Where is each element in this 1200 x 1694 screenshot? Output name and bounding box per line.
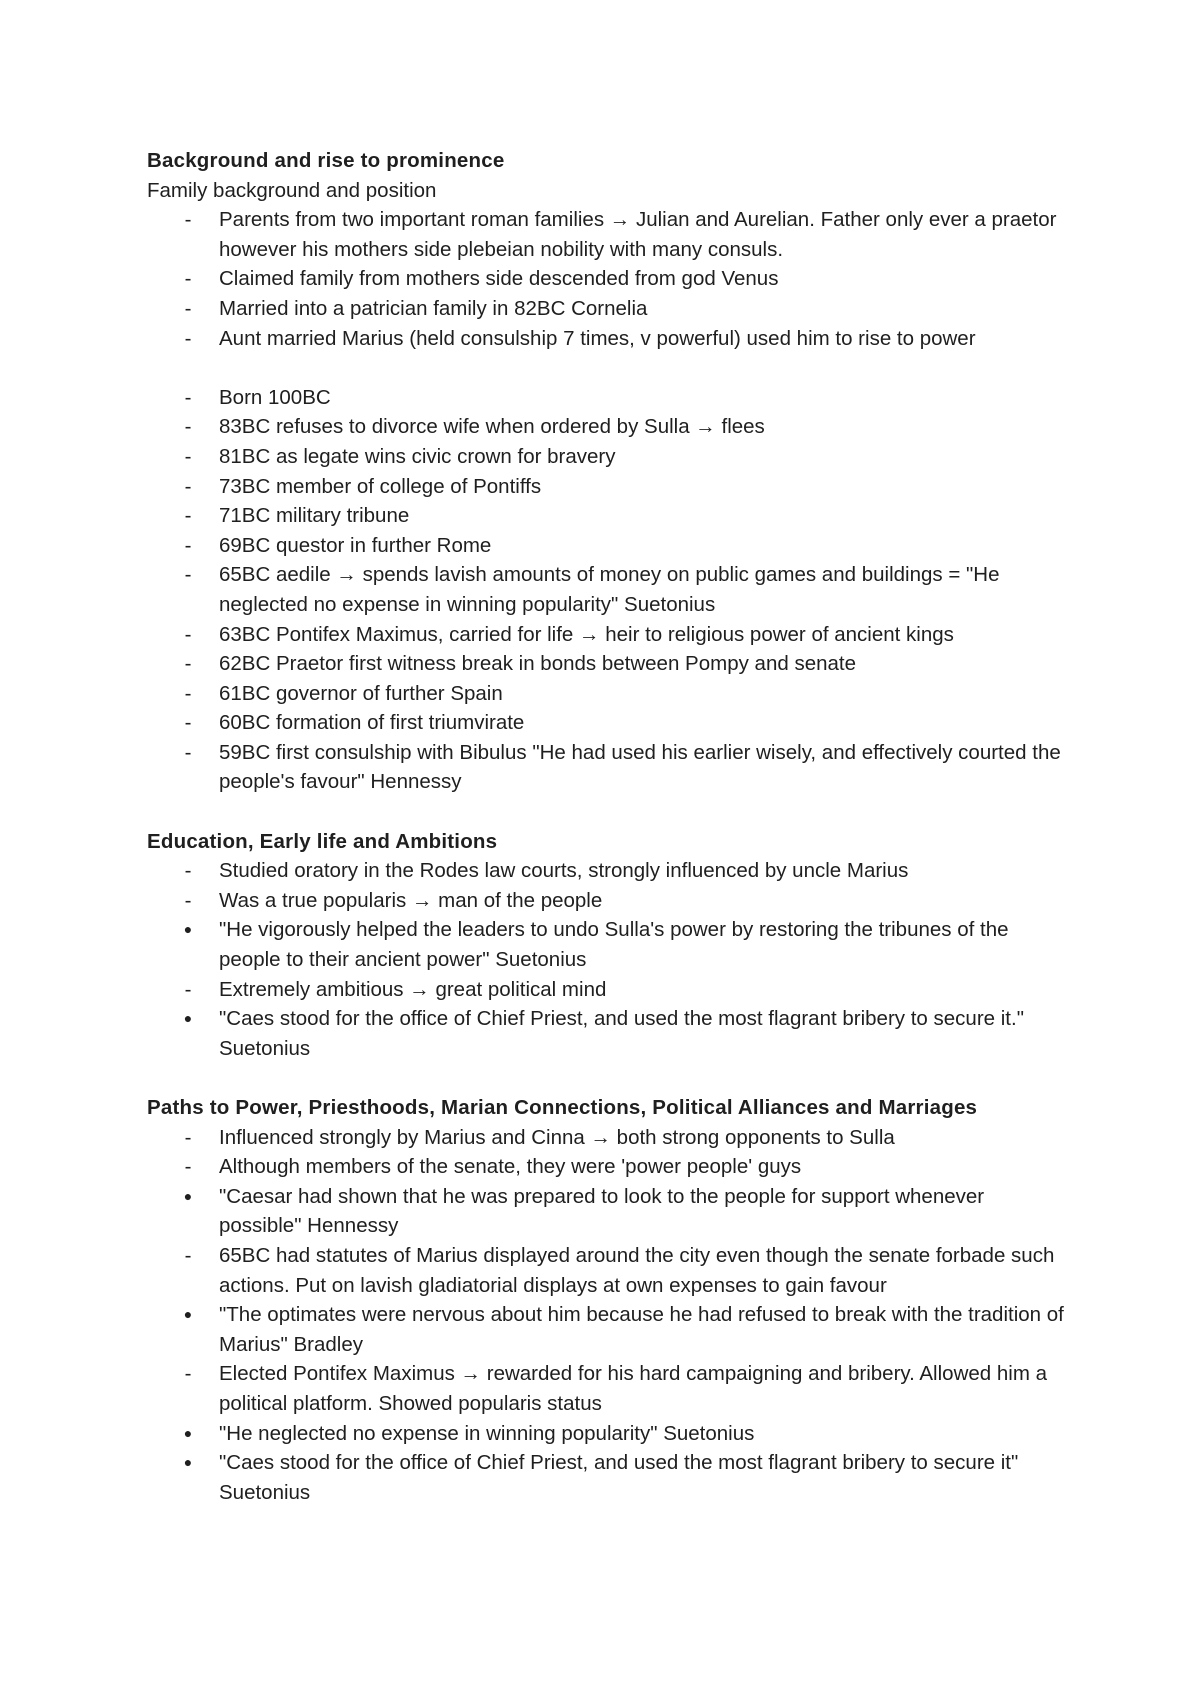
dash-marker: -	[184, 888, 192, 912]
list-item-text: "He neglected no expense in winning popularity" Suetonius	[219, 1421, 755, 1445]
list-item	[147, 886, 1067, 916]
list-item	[147, 1300, 1067, 1359]
list-item	[147, 383, 1067, 413]
section-heading: Background and rise to prominence	[147, 149, 505, 172]
list-item	[147, 560, 1067, 619]
blank-line	[147, 1063, 1067, 1093]
list-item	[147, 738, 1067, 797]
list-item	[147, 856, 1067, 886]
list-item	[147, 620, 1067, 650]
list-item	[147, 1123, 1067, 1153]
list-item-text: 65BC aedile → spends lavish amounts of money on public games and buildings = "He neglected no expense in winning popularity" Suetonius	[219, 563, 1000, 616]
dash-marker: -	[184, 385, 192, 409]
blank-line	[147, 353, 1067, 383]
dash-marker: -	[184, 1362, 192, 1386]
list-item-text: "Caes stood for the office of Chief Priest, and used the most flagrant bribery to secure it." Suetonius	[219, 1007, 1024, 1060]
dash-marker: -	[184, 1125, 192, 1149]
list-item-text: Influenced strongly by Marius and Cinna → both strong opponents to Sulla	[219, 1125, 895, 1149]
list-item-text: 60BC formation of first triumvirate	[219, 711, 525, 735]
dash-marker: -	[184, 622, 192, 646]
document-page	[147, 146, 1067, 1507]
list-item	[147, 1182, 1067, 1241]
section-subheading: Family background and position	[147, 178, 437, 202]
list-item-text: 69BC questor in further Rome	[219, 533, 492, 557]
list-item	[147, 324, 1067, 354]
list-item	[147, 1241, 1067, 1300]
list-item	[147, 649, 1067, 679]
bullet-dot-icon: ●	[183, 921, 193, 938]
dash-marker: -	[184, 533, 192, 557]
list-item	[147, 708, 1067, 738]
list-item-text: Extremely ambitious → great political mind	[219, 977, 607, 1001]
bullet-dot-icon: ●	[183, 1187, 193, 1204]
list-item-text: 71BC military tribune	[219, 504, 410, 528]
blank-line	[147, 797, 1067, 827]
list-item-text: 61BC governor of further Spain	[219, 681, 503, 705]
list-item-text: Although members of the senate, they were 'power people' guys	[219, 1155, 802, 1179]
list-item	[147, 205, 1067, 264]
bullet-dot-icon: ●	[183, 1424, 193, 1441]
dash-marker: -	[184, 1155, 192, 1179]
bullet-list-education	[147, 856, 1067, 1063]
dash-marker: -	[184, 740, 192, 764]
list-item-text: Was a true popularis → man of the people	[219, 888, 603, 912]
list-item-text: Parents from two important roman families → Julian and Aurelian. Father only ever a praetor however his mothers side plebeian nobility with many consuls.	[219, 208, 1057, 261]
dash-marker: -	[184, 296, 192, 320]
section-heading: Paths to Power, Priesthoods, Marian Connections, Political Alliances and Marriages	[147, 1096, 978, 1119]
list-item	[147, 679, 1067, 709]
list-item	[147, 294, 1067, 324]
list-item	[147, 1419, 1067, 1449]
list-item-text: "He vigorously helped the leaders to undo Sulla's power by restoring the tribunes of the people to their ancient power" Suetonius	[219, 918, 1009, 972]
bullet-dot-icon: ●	[183, 1454, 193, 1471]
dash-marker: -	[184, 859, 192, 883]
list-item-text: 81BC as legate wins civic crown for bravery	[219, 444, 616, 468]
list-item	[147, 442, 1067, 472]
section-background	[147, 146, 1067, 797]
list-item	[147, 412, 1067, 442]
list-item	[147, 1004, 1067, 1063]
dash-marker: -	[184, 681, 192, 705]
dash-marker: -	[184, 977, 192, 1001]
dash-marker: -	[184, 444, 192, 468]
list-item-text: Elected Pontifex Maximus → rewarded for his hard campaigning and bribery. Allowed him a political platform. Showed popularis status	[219, 1362, 1047, 1415]
list-item-text: 62BC Praetor first witness break in bonds between Pompy and senate	[219, 652, 856, 676]
list-item-text: "The optimates were nervous about him because he had refused to break with the tradition of Marius" Bradley	[219, 1303, 1064, 1356]
section-education	[147, 827, 1067, 1064]
list-item-text: Married into a patrician family in 82BC Cornelia	[219, 296, 648, 320]
dash-marker: -	[184, 474, 192, 498]
list-item	[147, 915, 1067, 974]
list-item	[147, 1448, 1067, 1507]
dash-marker: -	[184, 1243, 192, 1267]
list-item-text: Aunt married Marius (held consulship 7 times, v powerful) used him to rise to power	[219, 326, 976, 350]
dash-marker: -	[184, 652, 192, 676]
list-item-text: Born 100BC	[219, 385, 331, 409]
section-paths-to-power	[147, 1093, 1067, 1507]
bullet-list-timeline	[147, 383, 1067, 797]
list-item	[147, 1359, 1067, 1418]
bullet-list-family	[147, 205, 1067, 353]
list-item	[147, 264, 1067, 294]
dash-marker: -	[184, 267, 192, 291]
list-item-text: 65BC had statutes of Marius displayed around the city even though the senate forbade such actions. Put on lavish gladiatorial displays at own expenses to gain favour	[219, 1243, 1055, 1297]
list-item-text: 73BC member of college of Pontiffs	[219, 474, 542, 498]
list-item-text: "Caes stood for the office of Chief Priest, and used the most flagrant bribery to secure it" Suetonius	[219, 1451, 1019, 1504]
dash-marker: -	[184, 504, 192, 528]
list-item-text: 59BC first consulship with Bibulus "He had used his earlier wisely, and effectively courted the people's favour" Hennessy	[219, 740, 1061, 794]
bullet-dot-icon: ●	[183, 1306, 193, 1323]
dash-marker: -	[184, 415, 192, 439]
list-item-text: 63BC Pontifex Maximus, carried for life → heir to religious power of ancient kings	[219, 622, 954, 646]
list-item-text: "Caesar had shown that he was prepared to look to the people for support whenever possible" Hennessy	[219, 1184, 985, 1238]
dash-marker: -	[184, 208, 192, 232]
list-item	[147, 531, 1067, 561]
dash-marker: -	[184, 563, 192, 587]
list-item	[147, 472, 1067, 502]
list-item-text: Studied oratory in the Rodes law courts, strongly influenced by uncle Marius	[219, 859, 909, 883]
bullet-list-paths	[147, 1123, 1067, 1508]
bullet-dot-icon: ●	[183, 1010, 193, 1027]
list-item-text: 83BC refuses to divorce wife when ordered by Sulla → flees	[219, 415, 765, 439]
list-item	[147, 975, 1067, 1005]
dash-marker: -	[184, 326, 192, 350]
list-item-text: Claimed family from mothers side descended from god Venus	[219, 267, 779, 291]
list-item	[147, 501, 1067, 531]
dash-marker: -	[184, 711, 192, 735]
list-item	[147, 1152, 1067, 1182]
section-heading: Education, Early life and Ambitions	[147, 829, 498, 853]
